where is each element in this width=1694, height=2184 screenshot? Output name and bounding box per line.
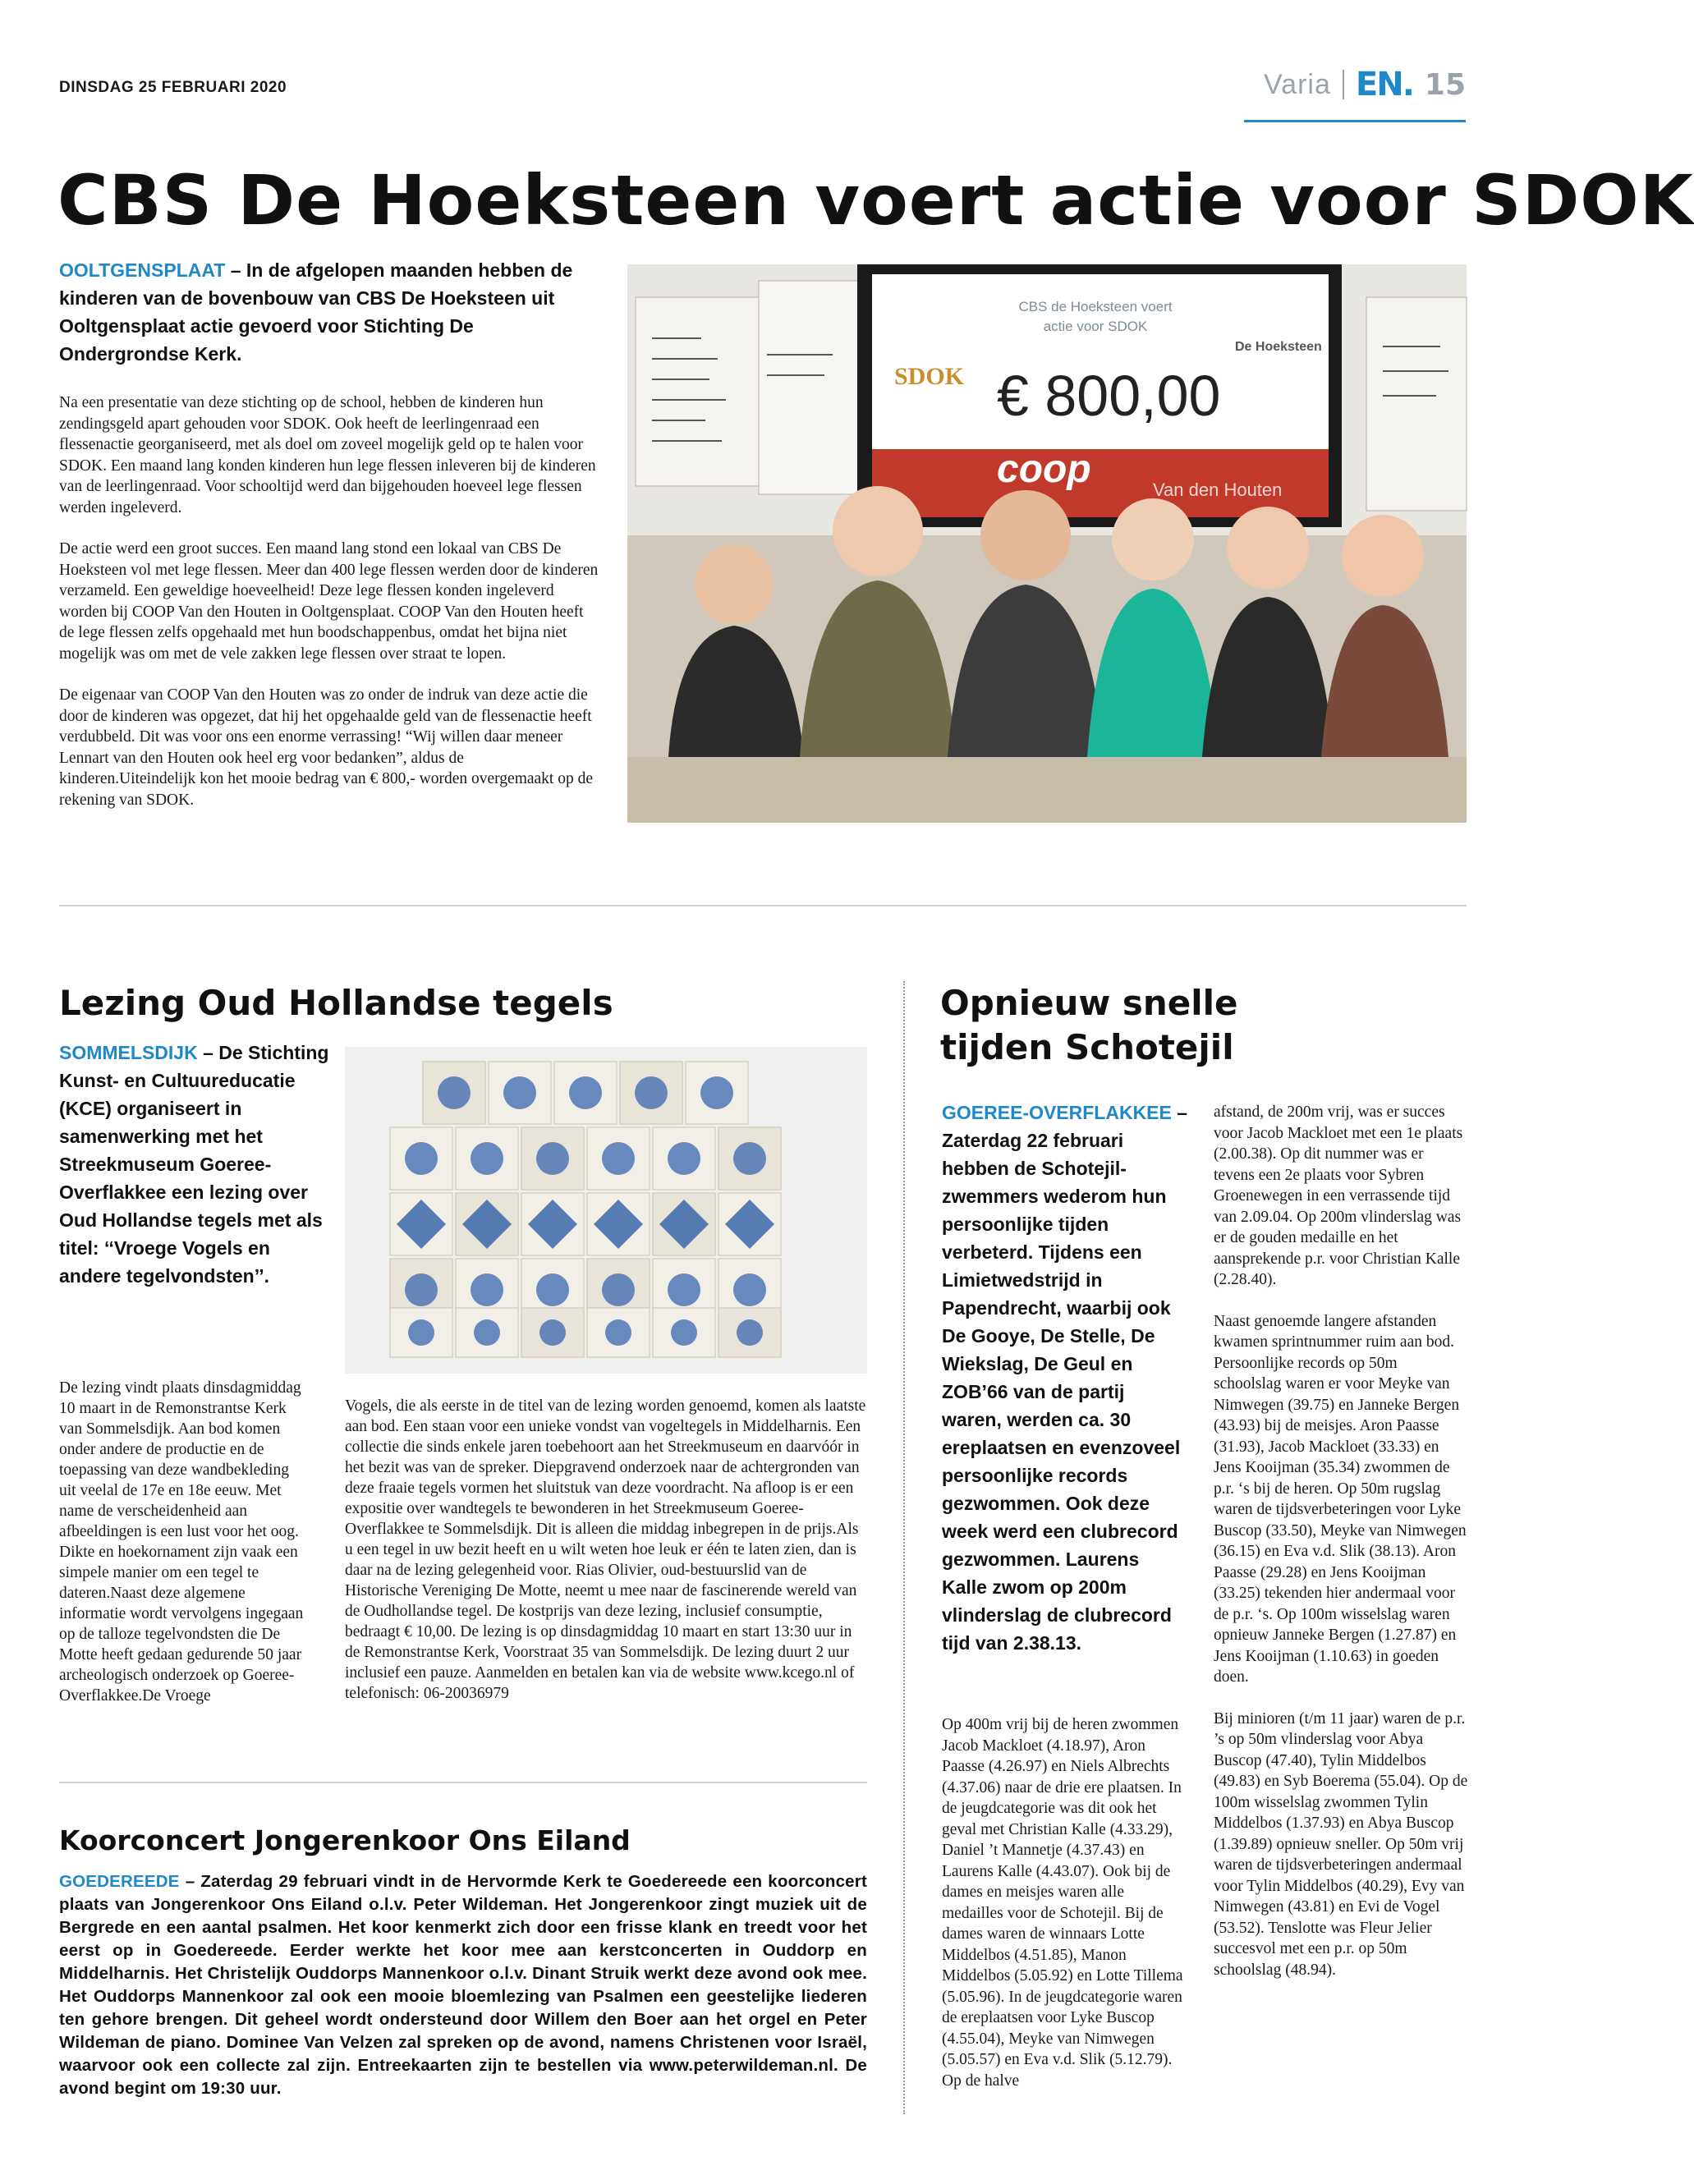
article1-paragraph: Na een presentatie van deze stichting op de school, hebben de kinderen hun zendingsgeld apart gehouden voor SDOK. Ook heeft de leerlingenraad een flessenactie georganiseerd, met als doel om zoveel mogelijk geld op te halen voor SDOK. Een maand lang konden kinderen hun lege flessen inleveren bij de kinderen van de leerlingenraad. Voor schooltijd werd dan bijgehouden hoeveel lege flessen werden ingeleverd. [59,394,596,516]
article1-paragraph: De eigenaar van COOP Van den Houten was zo onder de indruk van deze actie die door de kinderen was opgezet, dat hij het opgehaalde geld van de flessenactie heeft verdubbeld. Dit was voor ons een enorme verrassing! “Wij willen daar meneer Lennart van den Houten ook heel erg voor bedanken”, aldus de kinderen.Uiteindelijk kon het mooie bedrag van € 800,- worden overgemaakt op de rekening van SDOK. [59,686,593,809]
article1-body [59,392,601,810]
header-separator [1343,70,1344,99]
delft-tile [390,1308,452,1357]
article3-dateline: GOEDEREEDE [59,1872,180,1891]
article3-text [59,1870,867,2100]
delft-tile [718,1127,781,1190]
section-divider [59,905,1467,906]
article1-lead [59,256,601,368]
delft-tile [456,1127,518,1190]
article4-lead-text: – Zaterdag 22 februari hebben de Schotejil-zwemmers wederom hun persoonlijke tijden verbeterd. Tijdens een Limietwedstrijd in Papendrecht, waarbij ook De Gooye, De Stelle, De Wiekslag, De Geul en ZOB’66 van de partij waren, werden ca. 30 ereplaatsen en evenzoveel persoonlijke records gezwommen. Ook deze week werd een clubrecord gezwommen. Laurens Kalle zwom op 200m vlinderslag de clubrecord tijd van 2.38.13. [942,1102,1188,1654]
article4-paragraph: Bij minioren (t/m 11 jaar) waren de p.r. ’s op 50m vlinderslag voor Abya Buscop (47.40), Tylin Middelbos (49.83) en Syb Boerema (55.04). Op de 100m wisselslag zwommen Tylin Middelbos (1.37.93) en Abya Buscop (1.39.89) opnieuw sneller. Op 50m vrij waren de tijdsverbeteringen andermaal voor Tylin Middelbos (40.29), Evy van Nimwegen (43.81) en Evi de Vogel (53.52). Tenslotte was Fleur Jelier succesvol met een p.r. op 50m schoolslag (48.94). [1214,1709,1468,1979]
sdok-logo: SDOK [894,363,965,390]
delft-tile [587,1308,650,1357]
delft-tile [521,1308,584,1357]
article4-headline [940,981,1238,1070]
article4-headline-line: tijden Schotejil [940,1027,1234,1067]
article4-paragraph: Naast genoemde langere afstanden kwamen sprintnummer ruim aan bod. Persoonlijke records op 50m schoolslag waren er voor Meyke van Nimwegen (39.75) en Janneke Bergen (43.93) bij de meisjes. Aron Paasse (31.93), Jacob Mackloet (33.33) en Jens Kooijman (35.34) zwommen de p.r. ‘s bij de heren. Op 50m rugslag waren de tijdsverbeteringen voor Lyke Buscop (33.50), Meyke van Nimwegen (36.15) en Eva v.d. Slik (38.13). Aron Paasse (29.28) en Jens Kooijman (33.25) tekenden hier andermaal voor de p.r. ‘s. Op 100m wisselslag waren opnieuw Janneke Bergen (1.27.87) en Jens Kooijman (1.10.63) in goeden doen. [1214,1312,1467,1686]
main-headline: CBS De Hoeksteen voert actie voor SDOK [57,160,1694,241]
classroom-photo [627,264,1467,823]
article3-headline: Koorconcert Jongerenkoor Ons Eiland [59,1824,631,1856]
article4-paragraph: afstand, de 200m vrij, was er succes voor Jacob Mackloet met een 1e plaats (2.00.38). Op dit nummer was er tevens een 2e plaats voor Sybren Groenewegen in een verrassende tijd van 2.09.04. Op 200m vlinderslag was er de gouden medaille en het aansprekende p.r. voor Christian Kalle (2.28.40). [1214,1103,1463,1288]
article2-col2: Vogels, die als eerste in de titel van de lezing worden genoemd, komen als laatste aan bod. Een staan voor een unieke vondst van vogeltegels in Middelharnis. Een collectie die sinds enkele jaren toebehoort aan het Streekmuseum en daarvóór in het bezit was van de spreker. Diepgravend onderzoek naar de achtergronden van deze fraaie tegels vormen het sluitstuk van deze voordracht. Na afloop is er een expositie over wandtegels te bewonderen in het Streekmuseum Goeree-Overflakkee te Sommelsdijk. Dit is alleen die middag inbegrepen in de prijs.Als u een tegel in uw bezit heeft en u wilt weten hoe leuk er één te laten zien, dan is daar na de lezing gelegenheid voor. Rias Olivier, oud-bestuurslid van de Historische Vereniging De Motte, neemt u mee naar de fascinerende wereld van de Oudhollandse tegel. De kostprijs van deze lezing, inclusief consumptie, bedraagt € 10,00. De lezing is op dinsdagmiddag 10 maart en start 13:30 uur in de Remonstrantse Kerk, Voorstraat 35 van Sommelsdijk. De lezing duurt 2 uur inclusief een pauze. Aanmelden en betalen kan via de website www.kcego.nl of telefonisch: 06-20036979 [345,1397,866,1702]
delft-tile [718,1308,781,1357]
delft-tile [456,1308,518,1357]
delft-tile [653,1308,715,1357]
delft-tile [653,1127,715,1190]
delft-tile [620,1062,682,1124]
section-divider [59,1782,867,1783]
delft-tile [489,1062,551,1124]
delft-tile [521,1193,584,1255]
article1-paragraph: De actie werd een groot succes. Een maand lang stond een lokaal van CBS De Hoeksteen vol met lege flessen. Meer dan 400 lege flessen werden door de kinderen verzameld. Een geweldige hoeveelheid! Deze lege flessen konden ingeleverd worden bij COOP Van den Houten in Ooltgensplaat. COOP Van den Houten heeft de lege flessen zelfs opgehaald met hun boodschappenbus, omdat het bijna niet mogelijk was om met de vele zakken lege flessen over straat te lopen. [59,540,599,663]
article4-lead [942,1099,1188,1657]
delft-tile [554,1062,617,1124]
delft-tile [653,1193,715,1255]
article4-col2 [1214,1102,1468,2001]
coop-subtitle: Van den Houten [1153,479,1283,500]
article4-col1: Op 400m vrij bij de heren zwommen Jacob Mackloet (4.18.97), Aron Paasse (4.26.97) en Niels Albrechts (4.37.06) naar de drie ere plaatsen. In de jeugdcategorie was dit ook het geval met Christian Kalle (4.33.29), Daniel ’t Mannetje (4.37.43) en Laurens Kalle (4.43.07). Ook bij de dames en meisjes waren alle medailles voor de Schotejil. Bij de dames waren de winnaars Lotte Middelbos (4.51.85), Manon Middelbos (5.05.92) en Lotte Tillema (5.05.96). In de jeugdcategorie waren de ereplaatsen voor Lyke Buscop (4.55.04), Meyke van Nimwegen (5.05.57) en Eva v.d. Slik (5.12.79). Op de halve [942,1716,1183,2090]
article2-col1: De lezing vindt plaats dinsdagmiddag 10 maart in de Remonstrantse Kerk van Sommelsdijk. Aan bod komen onder andere de productie en de toepassing van deze wandbekleding uit veelal de 17e en 18e eeuw. Met name de verscheidenheid aan afbeeldingen is een lust voor het oog. Dikte en hoekornament zijn vaak een simpele manier om een tegel te dateren.Naast deze algemene informatie wordt vervolgens ingegaan op de talloze tegelvondsten die De Motte heeft gedaan gedurende 50 jaar archeologisch onderzoek op Goeree-Overflakkee.De Vroege [59,1379,304,1705]
article1-dateline: OOLTGENSPLAAT [59,259,226,281]
article2-lead-text: – De Stichting Kunst- en Cultuureducatie (KCE) organiseert in samenwerking met het Streekmuseum Goeree-Overflakkee een lezing over Oud Hollandse tegels met als titel: ‘‘Vroege Vogels en andere tegelvondsten’’. [59,1042,329,1287]
column-divider [903,981,905,2114]
article2-dateline: SOMMELSDIJK [59,1042,198,1063]
article1-lead-text: – In de afgelopen maanden hebben de kinderen van de bovenbouw van CBS De Hoeksteen uit Ooltgensplaat actie gevoerd voor Stichting De Ondergrondse Kerk. [59,259,573,365]
screen-line: CBS de Hoeksteen voert [1018,299,1173,314]
article1-text [59,256,601,831]
screen-line: actie voor SDOK [1043,319,1148,334]
page-header-right [1264,66,1466,103]
article4-dateline: GOEREE-OVERFLAKKEE [942,1102,1172,1123]
section-label: Varia [1264,68,1331,100]
delft-tile [390,1127,452,1190]
publication-logo: EN. [1355,66,1413,103]
coop-logo: coop [997,447,1091,491]
page-number: 15 [1424,67,1466,102]
delft-tile [587,1193,650,1255]
delft-tile [423,1062,485,1124]
article2-headline: Lezing Oud Hollandse tegels [59,983,613,1023]
delft-tile [521,1127,584,1190]
children-group [627,264,1467,823]
article4-headline-line: Opnieuw snelle [940,983,1238,1023]
issue-date: DINSDAG 25 FEBRUARI 2020 [59,79,287,96]
hoeksteen-logo: De Hoeksteen [1235,340,1322,354]
delft-tile [686,1062,748,1124]
delft-tile [587,1127,650,1190]
article3-body: – Zaterdag 29 februari vindt in de Hervormde Kerk te Goedereede een koorconcert plaats van Jongerenkoor Ons Eiland o.l.v. Peter Wildeman. Het Jongerenkoor zingt muziek uit de Bergrede en een aantal psalmen. Het koor kenmerkt zich door een frisse klank en treedt voor het eerst op in Goedereede. Eerder werkte het koor mee aan kerstconcerten in Ouddorp en Middelharnis. Het Christelijk Ouddorps Mannenkoor o.l.v. Dinant Struik werkt deze avond ook mee. Het Ouddorps Mannenkoor zal ook een mooie bloemlezing van Psalmen een geestelijke liederen ten gehore brengen. Dit geheel wordt ondersteund door Willem den Boer aan het orgel en Peter Wildeman de piano. Dominee Van Velzen zal spreken op de avond, namens Christenen voor Israël, waarvoor ook een collecte zal zijn. Entreekaarten zijn te bestellen via www.peterwildeman.nl. De avond begint om 19:30 uur. [59,1872,867,2098]
delft-tile [456,1193,518,1255]
delft-tile [390,1193,452,1255]
header-rule [1244,120,1466,122]
article2-lead [59,1039,330,1290]
delft-tiles-photo [345,1047,867,1374]
delft-tile [718,1193,781,1255]
donation-amount: € 800,00 [997,364,1221,428]
